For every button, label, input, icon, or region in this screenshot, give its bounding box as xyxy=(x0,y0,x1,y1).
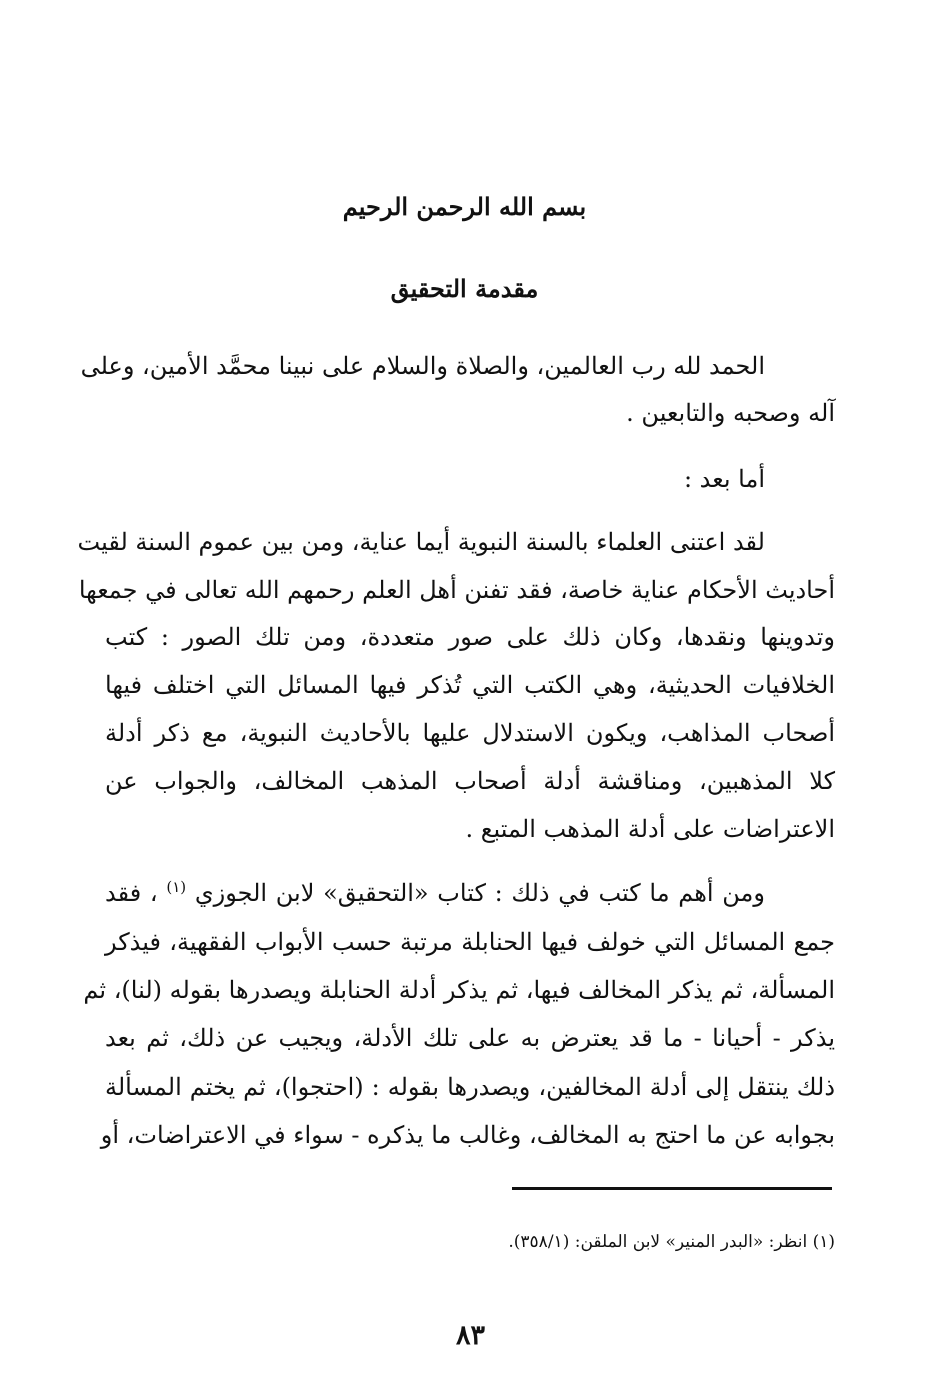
page-number: ٨٣ xyxy=(455,1320,485,1351)
paragraph-line: أحاديث الأحكام عناية خاصة، فقد تفنن أهل العلم رحمهم الله تعالى في جمعها xyxy=(78,576,835,604)
paragraph-line: كلا المذهبين، ومناقشة أدلة أصحاب المذهب المخالف، والجواب عن xyxy=(105,767,835,795)
paragraph-line: يذكر - أحيانا - ما قد يعترض به على تلك الأدلة، ويجيب عن ذلك، ثم بعد xyxy=(105,1024,835,1052)
paragraph-line: أصحاب المذاهب، ويكون الاستدلال عليها بالأحاديث النبوية، مع ذكر أدلة xyxy=(105,719,835,747)
paragraph-line xyxy=(105,876,765,910)
paragraph-line: المسألة، ثم يذكر المخالف فيها، ثم يذكر أدلة الحنابلة ويصدرها بقوله (لنا)، ثم xyxy=(83,976,835,1004)
paragraph-text: ومن أهم ما كتب في ذلك : كتاب «التحقيق» لابن الجوزي xyxy=(194,879,765,907)
paragraph-line: الخلافيات الحديثية، وهي الكتب التي تُذكر فيها المسائل التي اختلف فيها xyxy=(105,671,836,699)
paragraph-line: بجوابه عن ما احتج به المخالف، وغالب ما يذكره - سواء في الاعتراضات، أو xyxy=(100,1121,835,1149)
footnote-reference: (١) xyxy=(166,878,187,896)
paragraph-line: وتدوينها ونقدها، وكان ذلك على صور متعددة، ومن تلك الصور : كتب xyxy=(105,623,835,651)
paragraph-line: لقد اعتنى العلماء بالسنة النبوية أيما عناية، ومن بين عموم السنة لقيت xyxy=(77,528,765,556)
paragraph-line: الاعتراضات على أدلة المذهب المتبع . xyxy=(465,815,835,843)
paragraph-line: أما بعد : xyxy=(683,465,765,493)
paragraph-line: جمع المسائل التي خولف فيها الحنابلة مرتبة حسب الأبواب الفقهية، فيذكر xyxy=(105,928,835,956)
paragraph-text: ، فقد xyxy=(105,879,158,907)
section-title: مقدمة التحقيق xyxy=(390,274,539,303)
paragraph-line: الحمد لله رب العالمين، والصلاة والسلام على نبينا محمَّد الأمين، وعلى xyxy=(80,352,765,380)
footnote-separator xyxy=(512,1187,832,1190)
footnote: (١) انظر: «البدر المنير» لابن الملقن: (٣٥٨/١). xyxy=(508,1232,835,1252)
basmala-heading: بسم الله الرحمن الرحيم xyxy=(342,192,587,221)
paragraph-line: آله وصحبه والتابعين . xyxy=(626,399,835,427)
paragraph-line: ذلك ينتقل إلى أدلة المخالفين، ويصدرها بقوله : (احتجوا)، ثم يختم المسألة xyxy=(105,1073,835,1101)
